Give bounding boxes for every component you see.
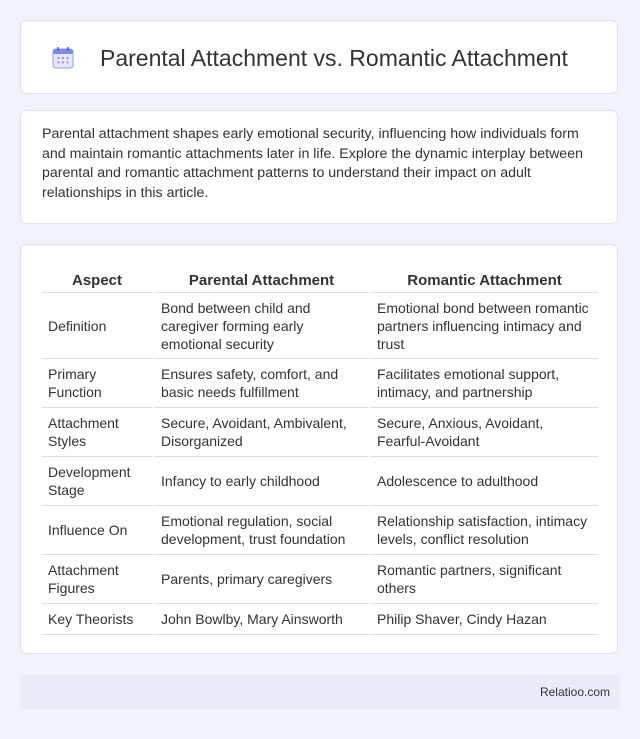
intro-paragraph: Parental attachment shapes early emotional security, influencing how individuals form and maintain romantic attachments later in life. Explore the dynamic interplay between parental and romantic attachment patterns to understand their impact on adult relationships in this article.: [42, 126, 583, 201]
row-romantic: Philip Shaver, Cindy Hazan: [368, 604, 598, 635]
row-aspect: Attachment Styles: [42, 408, 152, 457]
header-parental: Parental Attachment: [152, 266, 368, 293]
header-aspect: Aspect: [42, 266, 152, 293]
comparison-table: [42, 266, 598, 635]
row-aspect: Key Theorists: [42, 604, 152, 635]
row-parental: Parents, primary caregivers: [152, 555, 368, 604]
footer-site-link[interactable]: Relatioo.com: [539, 685, 610, 699]
page-title: Parental Attachment vs. Romantic Attachment: [100, 45, 568, 71]
table-row: [42, 555, 598, 604]
row-romantic: Adolescence to adulthood: [368, 457, 598, 506]
row-romantic: Facilitates emotional support, intimacy, and partnership: [368, 359, 598, 408]
table-row: [42, 457, 598, 506]
row-aspect: Influence On: [42, 506, 152, 555]
row-parental: Bond between child and caregiver forming early emotional security: [152, 293, 368, 359]
table-header-row: [42, 266, 598, 293]
row-aspect: Development Stage: [42, 457, 152, 506]
header-romantic: Romantic Attachment: [368, 266, 598, 293]
comparison-card: [20, 244, 618, 654]
row-aspect: Primary Function: [42, 359, 152, 408]
row-romantic: Secure, Anxious, Avoidant, Fearful-Avoidant: [368, 408, 598, 457]
calendar-icon: [51, 46, 75, 70]
table-row: [42, 359, 598, 408]
table-row: [42, 293, 598, 359]
table-row: [42, 604, 598, 635]
row-parental: Emotional regulation, social development, trust foundation: [152, 506, 368, 555]
row-aspect: Attachment Figures: [42, 555, 152, 604]
table-row: [42, 408, 598, 457]
row-romantic: Relationship satisfaction, intimacy levels, conflict resolution: [368, 506, 598, 555]
row-romantic: Emotional bond between romantic partners influencing intimacy and trust: [368, 293, 598, 359]
row-parental: Ensures safety, comfort, and basic needs fulfillment: [152, 359, 368, 408]
intro-card: [20, 110, 618, 224]
row-aspect: Definition: [42, 293, 152, 359]
row-parental: John Bowlby, Mary Ainsworth: [152, 604, 368, 635]
row-parental: Infancy to early childhood: [152, 457, 368, 506]
row-parental: Secure, Avoidant, Ambivalent, Disorganized: [152, 408, 368, 457]
row-romantic: Romantic partners, significant others: [368, 555, 598, 604]
header-card: [20, 20, 618, 94]
footer-bar: [20, 675, 620, 709]
table-row: [42, 506, 598, 555]
